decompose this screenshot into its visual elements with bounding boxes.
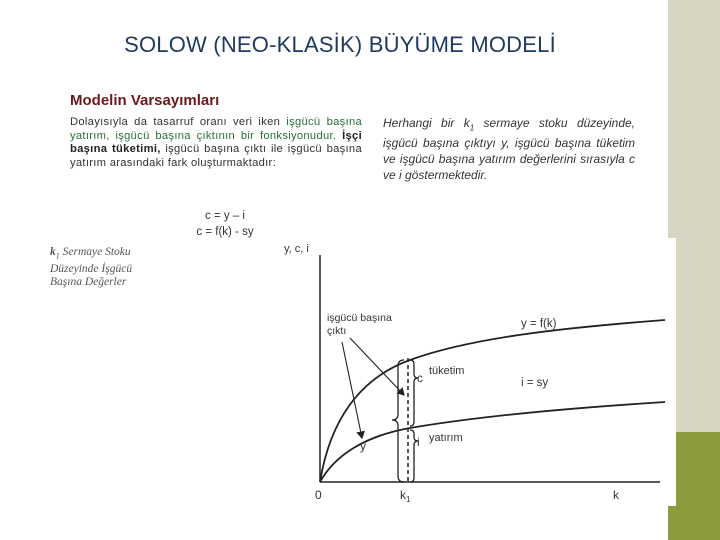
slide-title: SOLOW (NEO-KLASİK) BÜYÜME MODELİ: [124, 32, 556, 57]
c-label: c: [417, 371, 423, 385]
figure-background: [282, 238, 676, 506]
solow-diagram: [280, 236, 680, 508]
right-text-part-2: sermaye stoku düzeyinde, işgücü başına çıktıyı y, işgücü başına tüketim ve işgücü başına yatırım değerlerini sırasıyla c ve i göstermektedir.: [383, 116, 635, 182]
caption-line-2: Düzeyinde İşgücü: [50, 262, 133, 275]
k1-label: $k_1$: [400, 488, 411, 504]
x-axis-label: k: [613, 488, 619, 502]
caption-line-3: Başına Değerler: [50, 276, 127, 289]
y-axis-label: y, c, i: [284, 243, 309, 255]
left-text-part-1: Dolayısıyla da tasarruf oranı veri iken: [70, 116, 287, 128]
origin-label: 0: [315, 488, 322, 502]
section-subtitle: Modelin Varsayımları: [70, 92, 220, 109]
caption-line-1: Sermaye Stoku: [59, 246, 131, 258]
consumption-label: tüketim: [429, 365, 465, 377]
left-text-highlight: işgücü başına yatırım, işgücü başına çıktının bir fonksiyonudur.: [70, 116, 362, 142]
investment-curve-label: i = sy: [521, 377, 549, 389]
output-curve-label: y = f(k): [521, 318, 557, 330]
figure-caption: [50, 246, 170, 290]
investment-label: yatırım: [429, 432, 463, 444]
equation-2: c = f(k) - sy: [196, 226, 254, 238]
equation-1: c = y – i: [205, 210, 245, 222]
caption-k: k: [50, 246, 56, 258]
pointer-label-line-1: işgücü başına: [327, 312, 392, 324]
left-paragraph: [70, 116, 362, 170]
right-text-part-1: Herhangi bir k: [383, 116, 470, 130]
left-text-bold: İşçi başına tüketimi,: [70, 129, 362, 156]
pointer-label-line-2: çıktı: [327, 325, 347, 337]
right-text-subscript: 1: [469, 123, 475, 133]
y-label: y: [360, 439, 366, 453]
caption-k-sub: 1: [55, 251, 60, 261]
left-text-part-5: işgücü başına çıktı ile işgücü başına yatırım arasındaki fark oluşturmaktadır:: [70, 143, 362, 169]
right-paragraph: [383, 116, 635, 184]
i-label: i: [417, 435, 420, 449]
